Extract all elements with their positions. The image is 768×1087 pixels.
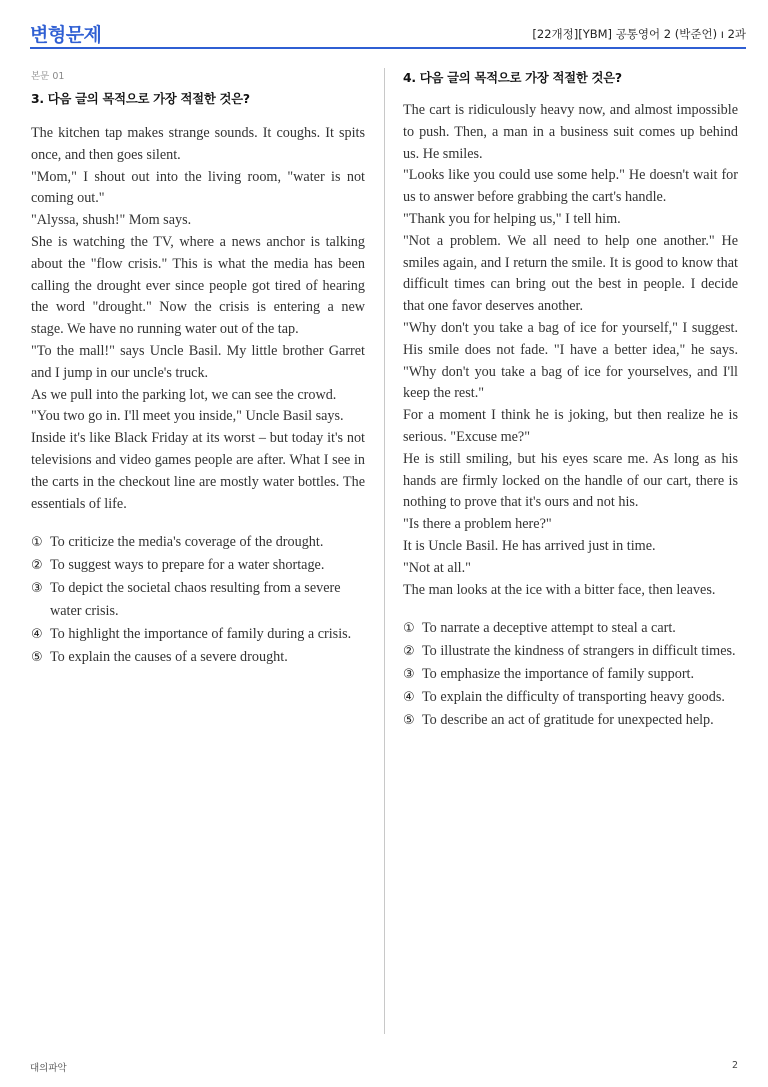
passage-paragraph: The cart is ridiculously heavy now, and almost impossible to push. Then, a man in a business suit comes up behind us. He smiles. [403,102,738,162]
footer-label: 대의파악 [30,1063,67,1074]
question-4-title: 4. 다음 글의 목적으로 가장 적절한 것은? [403,70,622,85]
answer-option[interactable] [403,640,738,663]
passage-paragraph: Inside it's like Black Friday at its worst – but today it's not televisions and video games people are after. What I see in the carts in the checkout line are mostly water bottles. The essentials of life. [31,430,365,512]
column-divider [384,68,385,1034]
option-text: To explain the causes of a severe drought. [50,649,288,666]
option-text: To emphasize the importance of family support. [422,666,695,683]
page-header [30,0,746,48]
passage-paragraph: He is still smiling, but his eyes scare me. As long as his hands are firmly locked on the handle of our cart, there is nothing to prove that it's ours and not his. [403,450,738,511]
option-text: To criticize the media's coverage of the drought. [50,534,324,551]
option-number: ⑤ [403,713,415,729]
option-text: To suggest ways to prepare for a water shortage. [50,557,325,574]
page-title: 변형문제 [30,24,102,46]
passage-paragraph: As we pull into the parking lot, we can see the crowd. [31,386,337,403]
option-number: ① [31,535,43,551]
answer-option[interactable] [403,617,738,640]
course-label: [22개정][YBM] 공통영어 2 (박준언) ı 2과 [532,27,746,41]
question-3-options [31,531,365,669]
passage-paragraph: "Not a problem. We all need to help one another." He smiles again, and I return the smile. It is good to know that difficult times can bring out the best in people. I decide that one favor deserves another. [403,232,738,315]
option-text: To illustrate the kindness of strangers in difficult times. [422,643,736,660]
header-divider [30,47,746,49]
answer-option[interactable] [31,623,365,646]
answer-option[interactable] [31,577,365,623]
question-4-passage [403,100,738,601]
answer-option[interactable] [403,663,738,686]
passage-paragraph: "Alyssa, shush!" Mom says. [31,212,192,229]
option-text: To depict the societal chaos resulting from a severe water crisis. [50,580,341,620]
option-number: ② [31,558,43,574]
question-3-column [31,68,365,669]
passage-paragraph: "Thank you for helping us," I tell him. [403,210,621,227]
answer-option[interactable] [31,646,365,669]
answer-option[interactable] [31,531,365,554]
answer-option[interactable] [403,709,738,732]
passage-paragraph: She is watching the TV, where a news anchor is talking about the "flow crisis." This is what the media has been calling the drought ever since people got tired of hearing the word "drought." Now the crisis is entering a new stage. We have no running water out of the tap. [31,233,365,338]
option-number: ③ [31,581,43,597]
passage-paragraph: It is Uncle Basil. He has arrived just in time. [403,537,656,554]
passage-paragraph: The kitchen tap makes strange sounds. It coughs. It spits once, and then goes silent. [31,125,365,163]
question-3-passage [31,123,365,515]
question-3-title: 3. 다음 글의 목적으로 가장 적절한 것은? [31,91,250,106]
passage-paragraph: "Why don't you take a bag of ice for yourself," I suggest. His smile does not fade. "I have a better idea," he says. "Why don't you take a bag of ice for yourselves, and I'll keep the rest." [403,319,738,402]
passage-paragraph: "Is there a problem here?" [403,516,552,533]
question-4-column [403,68,738,732]
option-text: To narrate a deceptive attempt to steal a cart. [422,620,676,637]
passage-paragraph: The man looks at the ice with a bitter face, then leaves. [403,581,716,598]
answer-option[interactable] [403,686,738,709]
option-text: To describe an act of gratitude for unexpected help. [422,712,714,729]
passage-paragraph: "Looks like you could use some help." He doesn't wait for us to answer before grabbing the cart's handle. [403,167,738,206]
section-label: 본문 01 [31,71,65,82]
option-number: ④ [31,627,43,643]
answer-option[interactable] [31,554,365,577]
question-4-options [403,617,738,732]
passage-paragraph: "To the mall!" says Uncle Basil. My little brother Garret and I jump in our uncle's truck. [31,342,365,381]
option-number: ① [403,621,415,637]
passage-paragraph: "You two go in. I'll meet you inside," Uncle Basil says. [31,408,344,425]
passage-paragraph: For a moment I think he is joking, but then realize he is serious. "Excuse me?" [403,407,738,445]
option-number: ② [403,644,415,660]
option-text: To highlight the importance of family during a crisis. [50,626,352,643]
option-number: ③ [403,667,415,683]
option-number: ④ [403,690,415,706]
passage-paragraph: "Not at all." [403,559,471,576]
page-number: 2 [731,1060,738,1071]
option-text: To explain the difficulty of transporting heavy goods. [422,689,725,706]
passage-paragraph: "Mom," I shout out into the living room, "water is not coming out." [31,168,365,207]
option-number: ⑤ [31,650,43,666]
